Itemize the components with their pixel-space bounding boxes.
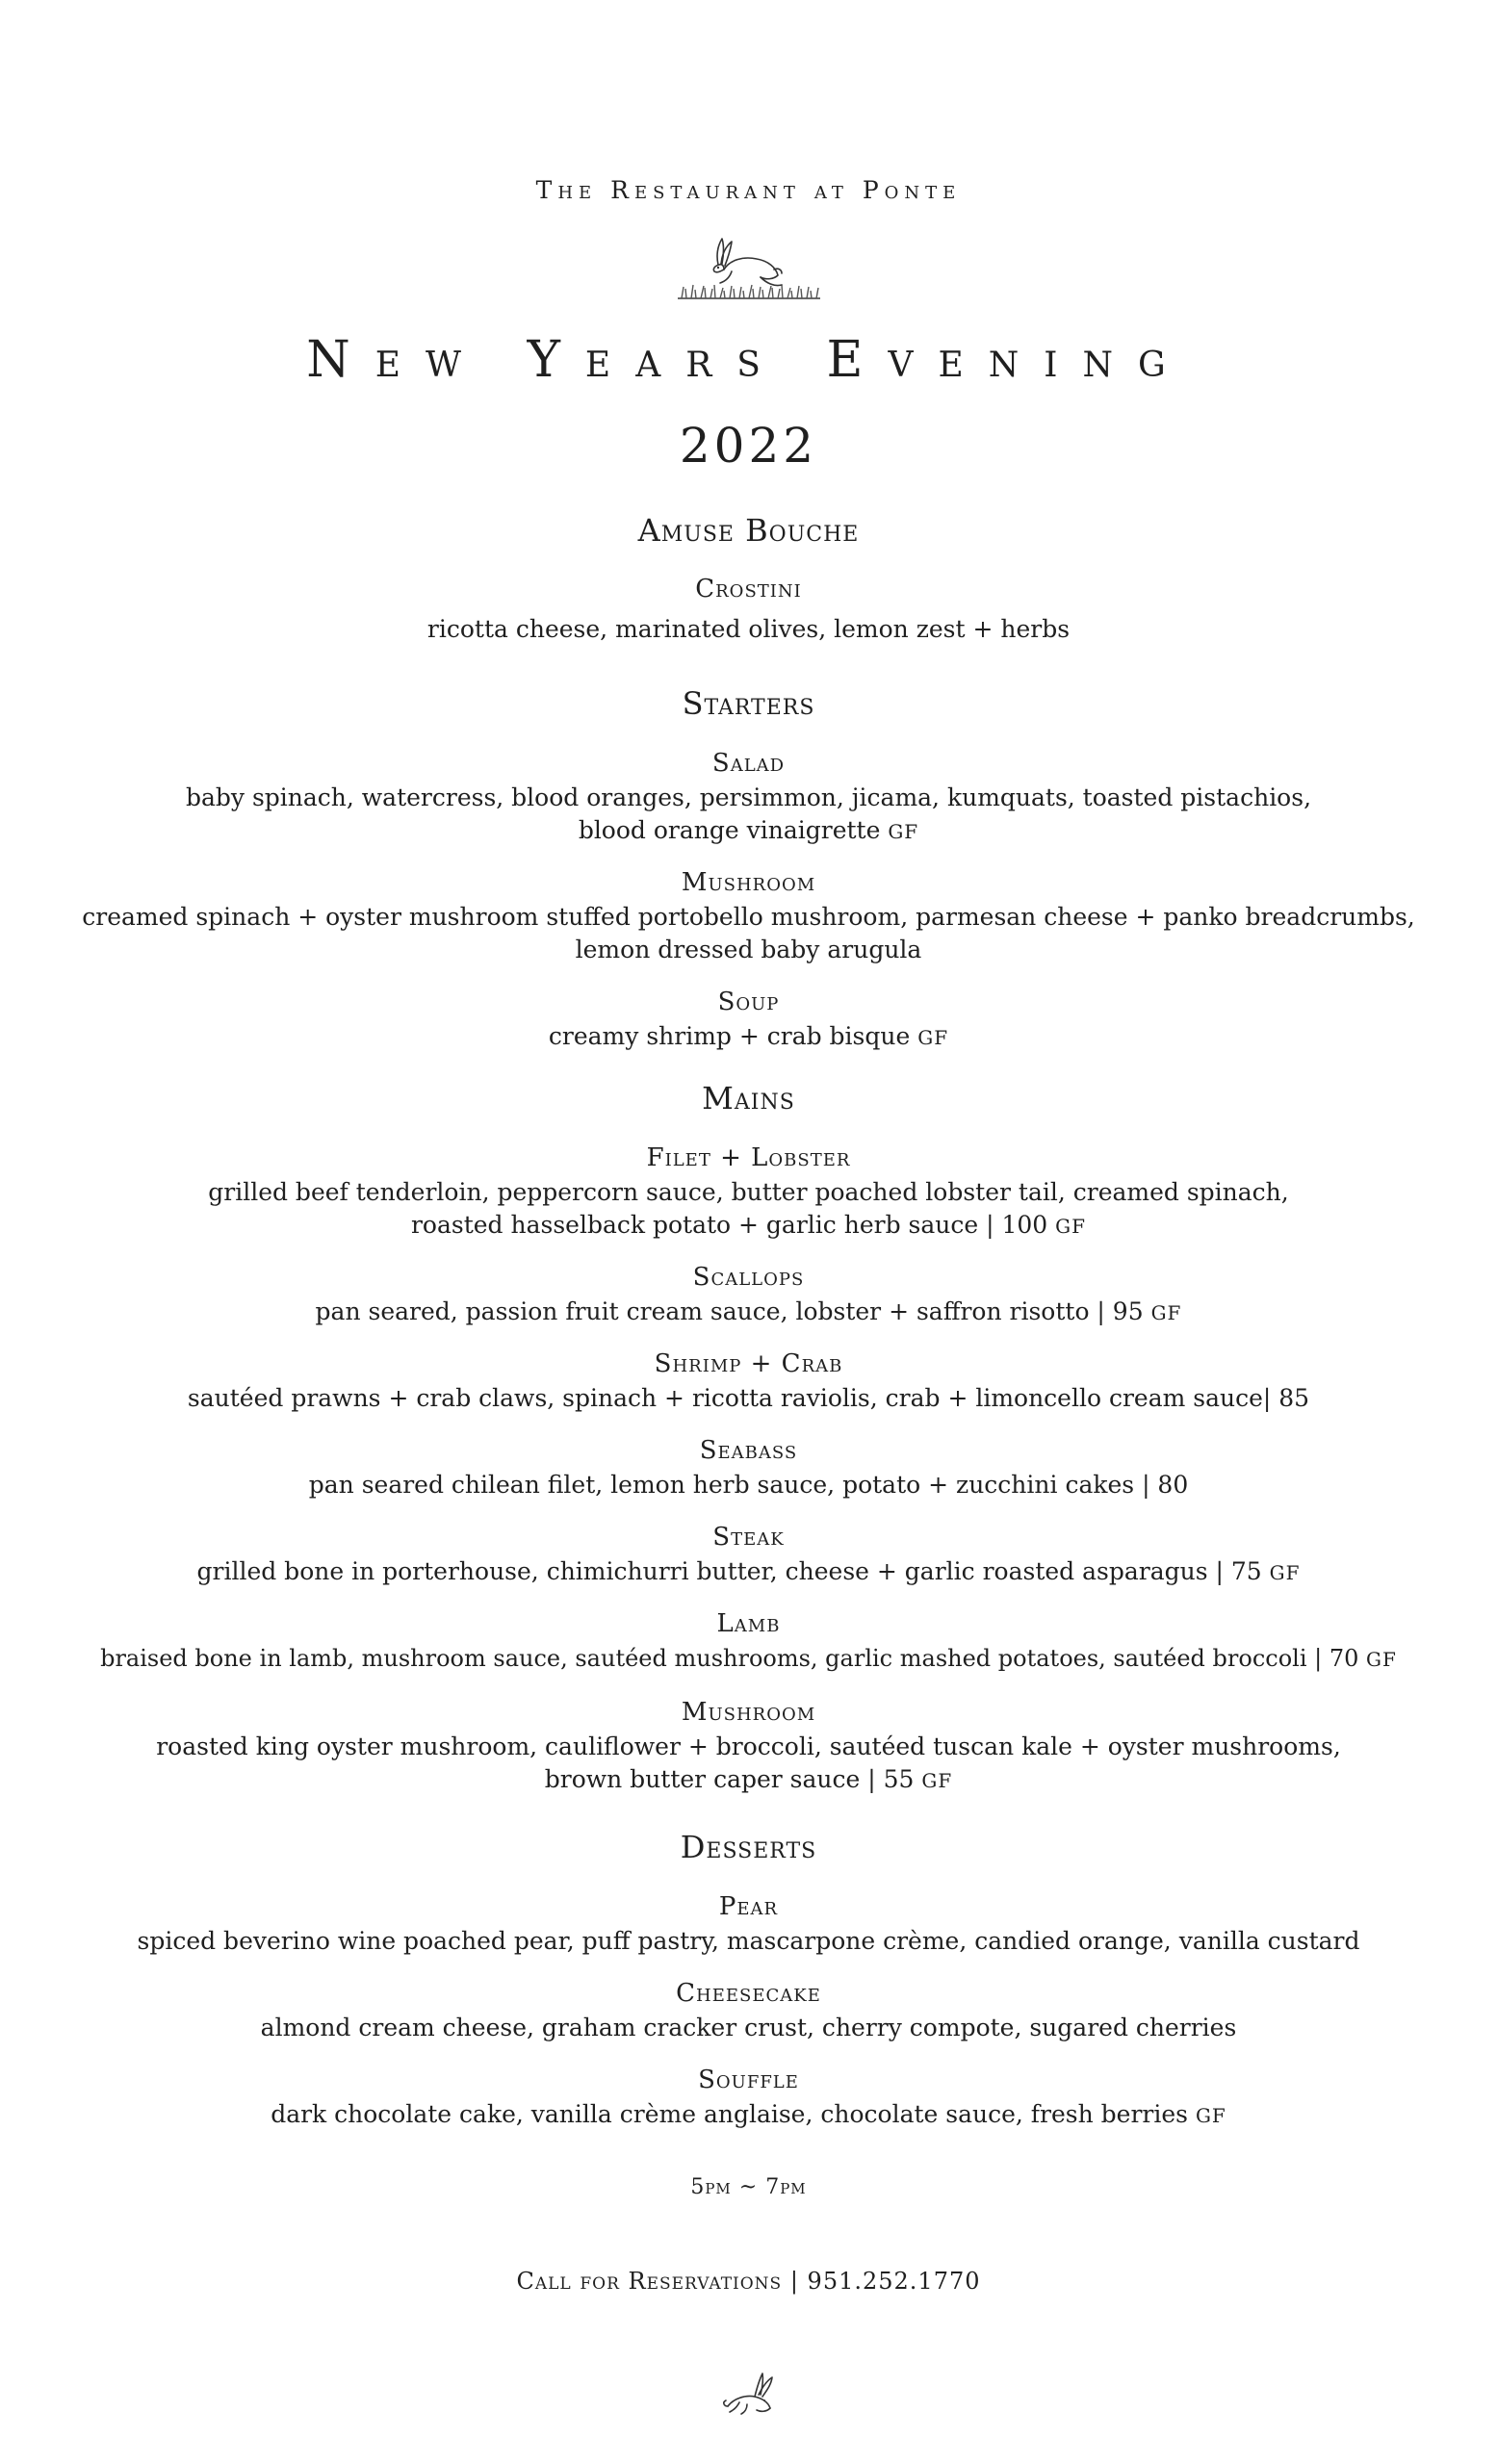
service-hours: 5pm ~ 7pm: [690, 2175, 807, 2199]
section-mains: Mains: [702, 1080, 795, 1116]
section-amuse-bouche: Amuse Bouche: [637, 512, 860, 549]
item-seabass-name: Seabass: [699, 1436, 798, 1465]
gluten-free-tag: GF: [1195, 2104, 1226, 2127]
item-lamb-desc: braised bone in lamb, mushroom sauce, sautéed mushrooms, garlic mashed potatoes, sautéed broccoli | 70 GF: [100, 1645, 1397, 1672]
gluten-free-tag: GF: [917, 1026, 949, 1049]
item-salad-name: Salad: [711, 749, 786, 778]
gluten-free-tag: GF: [1366, 1648, 1397, 1671]
item-lamb-name: Lamb: [716, 1609, 781, 1638]
page-title: New Years Evening: [306, 331, 1191, 389]
item-salad-desc-line1: baby spinach, watercress, blood oranges, persimmon, jicama, kumquats, toasted pistachios,: [185, 783, 1312, 811]
restaurant-name: The Restaurant at Ponte: [535, 176, 962, 204]
section-desserts: Desserts: [680, 1829, 817, 1865]
section-starters: Starters: [682, 685, 815, 722]
item-crostini-name: Crostini: [695, 575, 802, 603]
item-cheesecake-name: Cheesecake: [676, 1979, 821, 2008]
item-souffle-desc: dark chocolate cake, vanilla crème anglaise, chocolate sauce, fresh berries GF: [271, 2100, 1226, 2128]
item-shrimp-crab-name: Shrimp + Crab: [654, 1349, 843, 1378]
item-crostini-desc: ricotta cheese, marinated olives, lemon zest + herbs: [426, 615, 1071, 643]
item-starter-mushroom-desc-line1: creamed spinach + oyster mushroom stuffed portobello mushroom, parmesan cheese + panko breadcrumbs,: [82, 903, 1415, 931]
item-salad-desc-line2: blood orange vinaigrette GF: [578, 816, 919, 844]
gluten-free-tag: GF: [1269, 1561, 1301, 1584]
rabbit-icon: [718, 2360, 780, 2416]
item-pear-name: Pear: [718, 1892, 779, 1921]
event-year: 2022: [679, 418, 818, 474]
item-pear-desc: spiced beverino wine poached pear, puff pastry, mascarpone crème, candied orange, vanilla custard: [137, 1927, 1360, 1955]
gluten-free-tag: GF: [888, 820, 919, 843]
item-main-mushroom-desc-line2: brown butter caper sauce | 55 GF: [544, 1765, 953, 1793]
item-steak-name: Steak: [712, 1523, 785, 1552]
item-main-mushroom-desc-line1: roasted king oyster mushroom, cauliflower + broccoli, sautéed tuscan kale + oyster mushrooms,: [156, 1732, 1341, 1760]
item-filet-lobster-desc-line1: grilled beef tenderloin, peppercorn sauce, butter poached lobster tail, creamed spinach,: [208, 1178, 1289, 1206]
item-soup-desc: creamy shrimp + crab bisque GF: [548, 1022, 949, 1050]
item-starter-mushroom-name: Mushroom: [681, 868, 816, 897]
gluten-free-tag: GF: [1150, 1301, 1182, 1324]
gluten-free-tag: GF: [921, 1769, 953, 1792]
item-scallops-desc: pan seared, passion fruit cream sauce, lobster + saffron risotto | 95 GF: [315, 1297, 1182, 1325]
gluten-free-tag: GF: [1055, 1215, 1086, 1238]
item-cheesecake-desc: almond cream cheese, graham cracker crust, cherry compote, sugared cherries: [260, 2014, 1237, 2041]
item-steak-desc: grilled bone in porterhouse, chimichurri butter, cheese + garlic roasted asparagus | 75 GF: [196, 1557, 1301, 1585]
item-souffle-name: Souffle: [698, 2066, 799, 2094]
rabbit-in-grass-icon: [674, 227, 824, 302]
item-seabass-desc: pan seared chilean filet, lemon herb sauce, potato + zucchini cakes | 80: [308, 1471, 1189, 1499]
reservations-line: Call for Reservations | 951.252.1770: [516, 2268, 981, 2295]
item-scallops-name: Scallops: [692, 1263, 805, 1292]
item-starter-mushroom-desc-line2: lemon dressed baby arugula: [575, 936, 922, 963]
item-soup-name: Soup: [717, 988, 780, 1016]
item-main-mushroom-name: Mushroom: [681, 1698, 816, 1727]
item-filet-lobster-desc-line2: roasted hasselback potato + garlic herb sauce | 100 GF: [410, 1211, 1086, 1239]
item-filet-lobster-name: Filet + Lobster: [646, 1143, 851, 1172]
item-shrimp-crab-desc: sautéed prawns + crab claws, spinach + ricotta raviolis, crab + limoncello cream sauce| 85: [187, 1384, 1310, 1412]
